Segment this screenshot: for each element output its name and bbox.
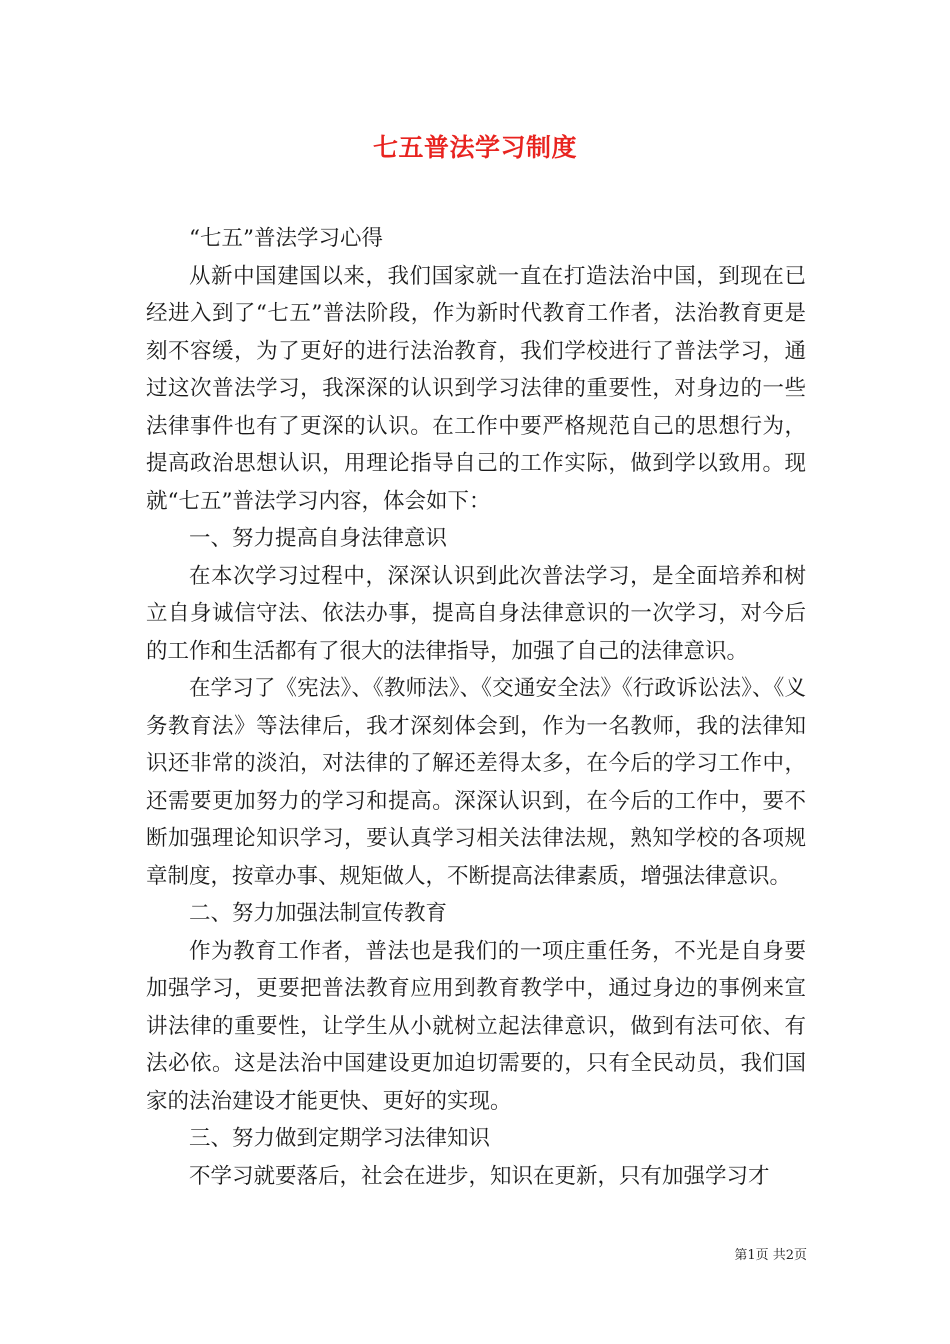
section-heading-1: 一、努力提高自身法律意识	[189, 526, 448, 551]
paragraph: 在本次学习过程中，深深认识到此次普法学习，是全面培养和树立自身诚信守法、依法办事，提高自身法律意识的一次学习，对今后的工作和生活都有了很大的法律指导，加强了自己的法律意识。	[146, 563, 806, 664]
page-number: 第1页 共2页	[734, 1248, 807, 1263]
paragraph: 从新中国建国以来，我们国家就一直在打造法治中国，到现在已经进入到了“七五”普法阶段，作为新时代教育工作者，法治教育更是刻不容缓，为了更好的进行法治教育，我们学校进行了普法学习，通过这次普法学习，我深深的认识到学习法律的重要性，对身边的一些法律事件也有了更深的认识。在工作中要严格规范自己的思想行为，提高政治思想认识，用理论指导自己的工作实际，做到学以致用。现就“七五”普法学习内容，体会如下：	[146, 263, 806, 514]
paragraph-heading: “七五”普法学习心得	[189, 226, 383, 251]
paragraph: 作为教育工作者，普法也是我们的一项庄重任务，不光是自身要加强学习，更要把普法教育应用到教育教学中，通过身边的事例来宣讲法律的重要性，让学生从小就树立起法律意识，做到有法可依、有法必依。这是法治中国建设更加迫切需要的，只有全民动员，我们国家的法治建设才能更快、更好的实现。	[146, 938, 806, 1114]
document-body	[146, 220, 806, 1195]
paragraph: 在学习了《宪法》、《教师法》、《交通安全法》《行政诉讼法》、《义务教育法》等法律后，我才深刻体会到，作为一名教师，我的法律知识还非常的淡泊，对法律的了解还差得太多，在今后的学习工作中，还需要更加努力的学习和提高。深深认识到，在今后的工作中，要不断加强理论知识学习，要认真学习相关法律法规，熟知学校的各项规章制度，按章办事、规矩做人，不断提高法律素质，增强法律意识。	[146, 676, 806, 889]
document-title: 七五普法学习制度	[372, 133, 577, 162]
section-heading-3: 三、努力做到定期学习法律知识	[189, 1126, 491, 1151]
paragraph: 不学习就要落后，社会在进步，知识在更新，只有加强学习才	[189, 1163, 770, 1189]
section-heading-2: 二、努力加强法制宣传教育	[189, 901, 448, 926]
